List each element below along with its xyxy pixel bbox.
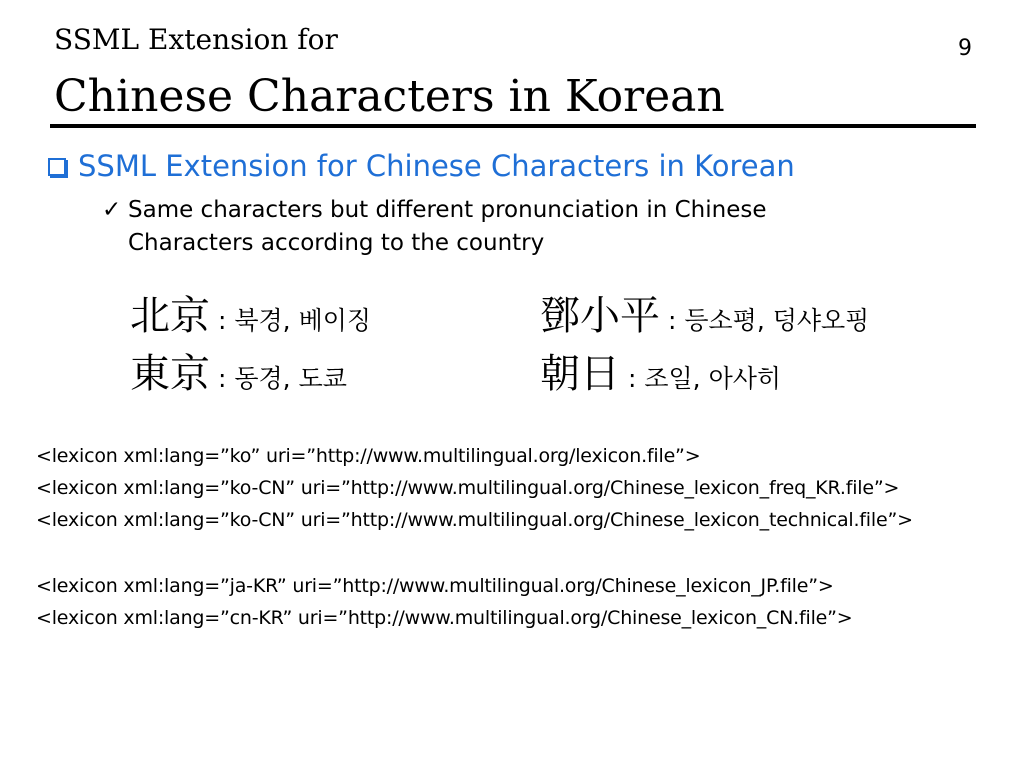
korean-reading: : 북경, 베이징 (218, 306, 372, 335)
korean-reading: : 등소평, 덩샤오핑 (668, 306, 870, 335)
example-asahi (540, 350, 781, 398)
example-beijing (130, 292, 371, 340)
page-number: 9 (958, 36, 972, 61)
bullet-level-2-text: Same characters but different pronunciation in Chinese Characters according to the country (128, 197, 767, 256)
example-tokyo (130, 350, 347, 398)
bullet-level-2 (102, 194, 888, 260)
hanja-text: 鄧小平 (540, 293, 660, 339)
bullet-level-1 (48, 146, 795, 186)
lexicon-line: <lexicon xml:lang=”cn-KR” uri=”http://www.multilingual.org/Chinese_lexicon_CN.file”> (36, 607, 853, 629)
korean-reading: : 조일, 아사히 (628, 364, 782, 393)
lexicon-line: <lexicon xml:lang=”ko-CN” uri=”http://www.multilingual.org/Chinese_lexicon_technical.file”> (36, 509, 913, 531)
lexicon-line: <lexicon xml:lang=”ja-KR” uri=”http://www.multilingual.org/Chinese_lexicon_JP.file”> (36, 575, 834, 597)
slide-title-line-2: Chinese Characters in Korean (54, 71, 725, 122)
hanja-text: 北京 (130, 293, 210, 339)
lexicon-line: <lexicon xml:lang=”ko-CN” uri=”http://www.multilingual.org/Chinese_lexicon_freq_KR.file”> (36, 477, 900, 499)
example-deng-xiaoping (540, 292, 869, 340)
bullet-level-1-text: SSML Extension for Chinese Characters in Korean (78, 149, 795, 183)
checkbox-icon (48, 158, 66, 176)
korean-reading: : 동경, 도쿄 (218, 364, 347, 393)
hanja-text: 朝日 (540, 351, 620, 397)
title-divider (50, 124, 976, 128)
hanja-text: 東京 (130, 351, 210, 397)
lexicon-line: <lexicon xml:lang=”ko” uri=”http://www.multilingual.org/lexicon.file”> (36, 445, 701, 467)
check-icon: ✓ (102, 197, 122, 223)
slide-title-line-1: SSML Extension for (54, 23, 338, 56)
